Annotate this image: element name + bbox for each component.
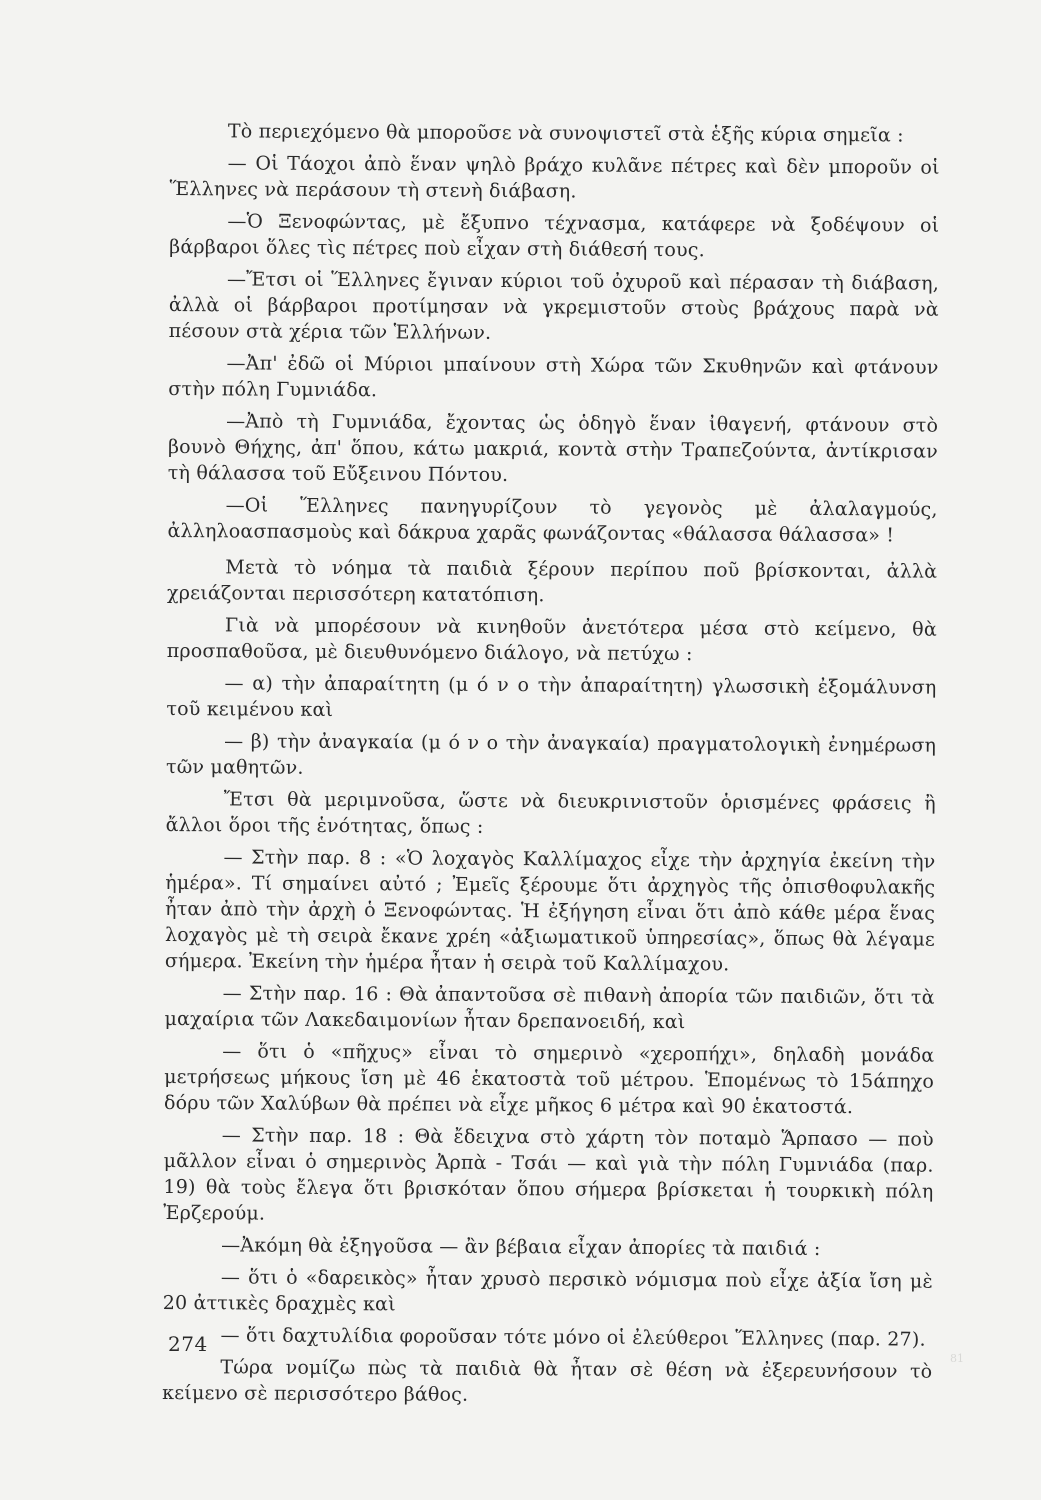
paragraph-pechys: — ὅτι ὁ «πῆχυς» εἶναι τὸ σημερινὸ «χεροπήχι», δηλαδὴ μονάδα μετρήσεως μήκους ἴση μὲ 46 ἑκατοστὰ τοῦ μέτρου. Ἑπομένως τὸ 15άπηχο δόρυ τῶν Χαλύβων θὰ πρέπει νὰ εἶχε μῆκος 6 μέτρα καὶ 90 ἑκατοστά. [163,1040,935,1119]
paragraph-thalassa: —Οἱ Ἕλληνες πανηγυρίζουν τὸ γεγονὸς μὲ ἀλαλαγμούς, ἀλληλοασπασμοὺς καὶ δάκρυα χαρᾶς φωνάζοντας «θάλασσα θάλασσα» ! [167,494,938,547]
paragraph-par16: — Στὴν παρ. 16 : Θὰ ἀπαντοῦσα σὲ πιθανὴ ἀπορία τῶν παιδιῶν, ὅτι τὰ μαχαίρια τῶν Λακεδαιμονίων ἦταν δρεπανοειδή, καὶ [164,982,935,1034]
body-text [162,118,940,1417]
paragraph-rings: — ὅτι δαχτυλίδια φοροῦσαν τότε μόνο οἱ ἐλεύθεροι Ἕλληνες (παρ. 27). [220,1324,926,1351]
paragraph-dialogue: Γιὰ νὰ μπορέσουν νὰ κινηθοῦν ἀνετότερα μέσα στὸ κείμενο, θὰ προσπαθοῦσα, μὲ διευθυνόμενο διάλογο, νὰ πετύχω : [166,614,937,666]
paragraph-xenophon-trick: —Ὁ Ξενοφώντας, μὲ ἔξυπνο τέχνασμα, κατάφερε νὰ ξοδέψουν οἱ βάρβαροι ὅλες τὶς πέτρες ποὺ εἶχαν στὴ διάθεσή τους. [169,210,940,262]
paragraph-dareikos: — ὅτι ὁ «δαρεικὸς» ἦταν χρυσὸ περσικὸ νόμισμα ποὺ εἶχε ἀξία ἴση μὲ 20 ἀττικὲς δραχμὲς καὶ [162,1266,933,1316]
paragraph-meaning: Μετὰ τὸ νόημα τὰ παιδιὰ ξέρουν περίπου ποῦ βρίσκονται, ἀλλὰ χρειάζονται περισσότερη κατατόπιση. [167,556,938,607]
paragraph-conclusion: Τώρα νομίζω πὼς τὰ παιδιὰ θὰ ἦταν σὲ θέση νὰ ἐξερευνήσουν τὸ κείμενο σὲ περισσότερο βάθος. [162,1356,933,1406]
paragraph-fortress: —Ἔτσι οἱ Ἕλληνες ἔγιναν κύριοι τοῦ ὀχυροῦ καὶ πέρασαν τὴ διάβαση, ἀλλὰ οἱ βάρβαροι προτίμησαν νὰ γκρεμιστοῦν στοὺς βράχους παρὰ νὰ πέσουν στὰ χέρια τῶν Ἑλλήνων. [168,268,940,344]
paragraph-terms: Ἔτσι θὰ μεριμνοῦσα, ὥστε νὰ διευκρινιστοῦν ὁρισμένες φράσεις ἢ ἄλλοι ὅροι τῆς ἑνότητας, ὅπως : [165,788,936,838]
paragraph-par18: — Στὴν παρ. 18 : Θὰ ἔδειχνα στὸ χάρτη τὸν ποταμὸ Ἅρπασο — ποὺ μᾶλλον εἶναι ὁ σημερινὸς Ἀρπὰ - Τσάι — καὶ γιὰ τὴν πόλη Γυμνιάδα (παρ. 19) θὰ τοὺς ἔλεγα ὅτι βρισκόταν ὅπου σήμερα βρίσκεται ἡ τουρκικὴ πόλη Ἐρζερούμ. [163,1124,934,1225]
paragraph-further: —Ἀκόμη θὰ ἐξηγοῦσα — ἂν βέβαια εἶχαν ἀπορίες τὰ παιδιά : [221,1234,821,1260]
paragraph-intro: Τὸ περιεχόμενο θὰ μποροῦσε νὰ συνοψιστεῖ στὰ ἑξῆς κύρια σημεῖα : [227,120,904,147]
page-number: 274 [168,1332,208,1356]
paragraph-taochoi: — Οἱ Τάοχοι ἀπὸ ἕναν ψηλὸ βράχο κυλᾶνε πέτρες καὶ δὲν μποροῦν οἱ Ἕλληνες νὰ περάσουν τὴ στενὴ διάβαση. [169,152,940,203]
paragraph-item-b: — β) τὴν ἀναγκαία (μ ό ν ο τὴν ἀναγκαία) πραγματολογικὴ ἐνημέρωση τῶν μαθητῶν. [165,730,937,779]
paragraph-item-a: — α) τὴν ἀπαραίτητη (μ ό ν ο τὴν ἀπαραίτητη) γλωσσικὴ ἐξομάλυνση τοῦ κειμένου καὶ [166,672,937,722]
paragraph-theches: —Ἀπὸ τὴ Γυμνιάδα, ἔχοντας ὡς ὁδηγὸ ἕναν ἰθαγενή, φτάνουν στὸ βουνὸ Θήχης, ἀπ' ὅπου, κάτω μακριά, κοντὰ στὴν Τραπεζούντα, ἀντίκρισαν τὴ θάλασσα τοῦ Εὔξεινου Πόντου. [167,410,939,487]
paragraph-par8: — Στὴν παρ. 8 : «Ὁ λοχαγὸς Καλλίμαχος εἶχε τὴν ἀρχηγία ἐκείνη τὴν ἡμέρα». Τί σημαίνει αὐτό ; Ἐμεῖς ξέρουμε ὅτι ἀρχηγὸς τῆς ὀπισθοφυλακῆς ἦταν ἀπὸ τὴν ἀρχὴ ὁ Ξενοφώντας. Ἡ ἐξήγηση εἶναι ὅτι ἀπὸ κάθε μέρα ἕνας λοχαγὸς μὲ τὴ σειρὰ ἔκανε χρέη «ἀξιωματικοῦ ὑπηρεσίας», ὅπως θὰ λέγαμε σήμερα. Ἐκείνη τὴν ἡμέρα ἦταν ἡ σειρὰ τοῦ Καλλίμαχου. [164,846,936,976]
paragraph-skythenoi: —Ἀπ' ἐδῶ οἱ Μύριοι μπαίνουν στὴ Χώρα τῶν Σκυθηνῶν καὶ φτάνουν στὴν πόλη Γυμνιάδα. [168,352,939,402]
bleed-mark: 81 [950,1352,964,1365]
